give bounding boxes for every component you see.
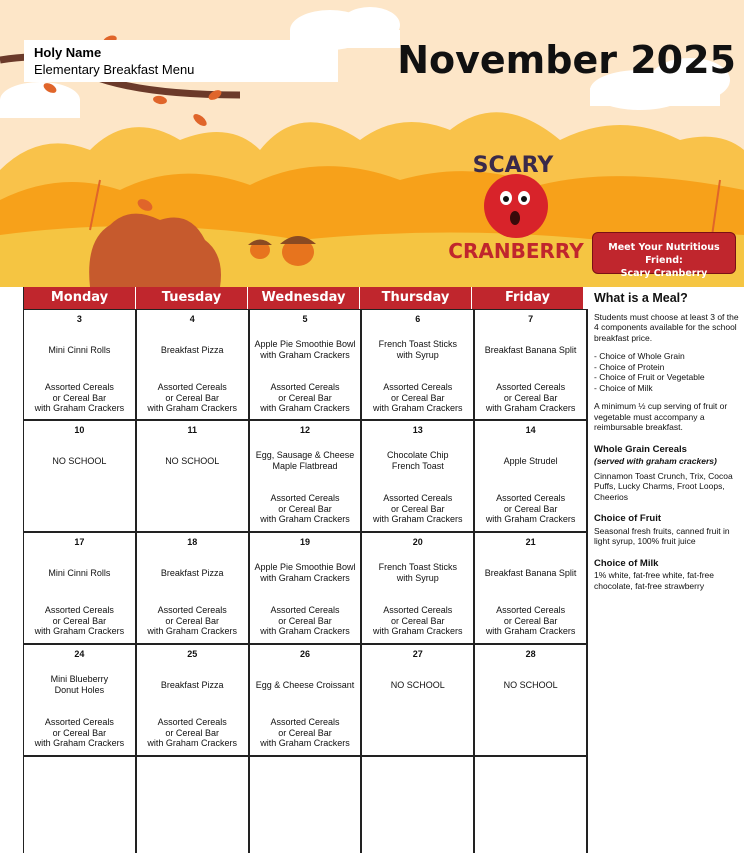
day-number: 25	[187, 649, 198, 659]
cranberry-mascot	[484, 174, 548, 238]
day-cell	[475, 421, 588, 531]
cereal-option	[137, 382, 248, 414]
cereal-option	[24, 605, 135, 637]
empty-day-cell	[362, 757, 475, 853]
cereal-line: Assorted Cereals	[270, 717, 340, 727]
milk-heading: Choice of Milk	[594, 557, 659, 569]
day-number: 24	[74, 649, 85, 659]
cereal-line: or Cereal Bar	[503, 615, 558, 626]
autumn-banner	[0, 0, 744, 287]
entree-text	[139, 332, 246, 368]
cereal-line: Assorted Cereals	[44, 717, 114, 727]
day-number: 4	[189, 314, 195, 324]
cereal-line: with Graham Crackers	[485, 514, 576, 524]
entree-text	[477, 332, 584, 368]
cereals-heading: Whole Grain Cereals	[594, 443, 687, 455]
entree-text	[252, 332, 359, 368]
cereal-line: with Graham Crackers	[260, 626, 350, 636]
day-cell	[475, 533, 588, 643]
entree-text	[252, 667, 359, 703]
cereals-list: Cinnamon Toast Crunch, Trix, Cocoa Puffs, Lucky Charms, Froot Loops, Cheerios	[594, 470, 733, 502]
fruit-requirement-note: A minimum ½ cup serving of fruit or vegetable must accompany a reimbursable breakfast.	[594, 401, 728, 432]
cereal-line: with Graham Crackers	[34, 403, 125, 413]
cereal-line: with Graham Crackers	[485, 403, 576, 413]
day-cell	[137, 421, 250, 531]
weekday-header: Friday	[472, 287, 584, 309]
cereal-line: with Graham Crackers	[260, 738, 350, 748]
entree-label: NO SCHOOL	[503, 679, 558, 690]
day-number: 19	[299, 537, 310, 547]
day-number: 5	[302, 314, 308, 324]
cereal-line: or Cereal Bar	[52, 727, 107, 738]
nutritious-friend-badge	[592, 232, 736, 279]
cereal-line: with Graham Crackers	[373, 626, 463, 636]
week-row	[24, 309, 588, 421]
week-row	[24, 645, 588, 757]
list-item: - Choice of Fruit or Vegetable	[594, 372, 705, 382]
sidebar-intro: Students must choose at least 3 of the 4 components available for the school breakfast price.	[594, 311, 739, 343]
cereal-line: with Graham Crackers	[34, 626, 125, 636]
friend-line-1: Meet Your Nutritious Friend:	[608, 242, 720, 266]
day-cell	[475, 310, 588, 419]
day-number: 10	[74, 425, 85, 435]
menu-title: Elementary Breakfast Menu	[34, 62, 195, 77]
month-title: November 2025	[397, 38, 736, 82]
cereal-line: with Graham Crackers	[147, 403, 237, 413]
cereal-line: Assorted Cereals	[496, 493, 566, 503]
entree-label: Breakfast Banana Split	[484, 344, 577, 355]
cereal-line: Assorted Cereals	[270, 493, 340, 503]
entree-text	[139, 443, 246, 479]
day-cell	[475, 645, 588, 755]
day-number: 28	[525, 649, 536, 659]
entree-text	[26, 667, 133, 703]
entree-text	[26, 555, 133, 591]
cereal-line: or Cereal Bar	[278, 727, 332, 738]
day-cell	[250, 310, 363, 419]
school-info-box	[24, 40, 338, 82]
entree-text	[364, 667, 471, 703]
meal-info-sidebar	[594, 293, 740, 591]
entree-label: Egg & Cheese Croissant	[255, 679, 355, 690]
cereal-option	[250, 493, 361, 525]
cereal-line: Assorted Cereals	[157, 382, 227, 392]
day-cell	[137, 310, 250, 419]
day-number: 17	[74, 537, 85, 547]
entree-label: Apple Pie Smoothie Bowl with Graham Crackers	[254, 339, 356, 360]
list-item: - Choice of Milk	[594, 382, 653, 393]
empty-day-cell	[250, 757, 363, 853]
cereal-line: or Cereal Bar	[391, 615, 445, 626]
empty-day-cell	[137, 757, 250, 853]
day-cell	[24, 310, 137, 419]
cereal-line: or Cereal Bar	[391, 392, 445, 403]
fruit-list: Seasonal fresh fruits, canned fruit in light syrup, 100% fruit juice	[594, 525, 730, 546]
entree-label: Mini Cinni Rolls	[48, 567, 111, 578]
cereal-option	[24, 717, 135, 749]
entree-text	[364, 332, 471, 368]
cereal-option	[24, 382, 135, 414]
entree-label: French Toast Sticks with Syrup	[378, 562, 457, 583]
day-number: 14	[525, 425, 536, 435]
day-number: 20	[412, 537, 423, 547]
school-name: Holy Name	[34, 45, 102, 60]
cereals-subheading: (served with graham crackers)	[594, 456, 717, 466]
day-cell	[362, 533, 475, 643]
day-cell	[137, 645, 250, 755]
day-number: 12	[299, 425, 310, 435]
day-cell	[362, 421, 475, 531]
cereal-line: Assorted Cereals	[383, 605, 453, 615]
cereal-option	[362, 493, 473, 525]
day-cell	[24, 533, 137, 643]
cereal-line: with Graham Crackers	[147, 738, 237, 748]
entree-label: NO SCHOOL	[165, 455, 220, 466]
day-cell	[250, 645, 363, 755]
day-cell	[362, 310, 475, 419]
cereal-line: Assorted Cereals	[157, 605, 227, 615]
day-cell	[24, 421, 137, 531]
entree-label: Mini Cinni Rolls	[48, 344, 111, 355]
entree-text	[139, 667, 246, 703]
day-cell	[137, 533, 250, 643]
entree-text	[477, 555, 584, 591]
day-cell	[250, 533, 363, 643]
cereal-option	[137, 717, 248, 749]
cereal-line: or Cereal Bar	[278, 615, 332, 626]
entree-label: Apple Strudel	[503, 455, 558, 466]
entree-text	[26, 443, 133, 479]
cereal-option	[250, 717, 361, 749]
entree-label: Apple Pie Smoothie Bowl with Graham Crackers	[254, 562, 356, 583]
cereal-line: or Cereal Bar	[503, 392, 558, 403]
cereal-line: with Graham Crackers	[373, 514, 463, 524]
entree-text	[139, 555, 246, 591]
day-number: 26	[299, 649, 310, 659]
entree-label: Chocolate Chip French Toast	[387, 450, 449, 471]
entree-label: Breakfast Pizza	[160, 679, 224, 690]
day-number: 13	[412, 425, 423, 435]
entree-label: French Toast Sticks with Syrup	[378, 339, 457, 360]
cereal-line: with Graham Crackers	[485, 626, 576, 636]
fruit-heading: Choice of Fruit	[594, 513, 662, 524]
day-number: 7	[528, 314, 534, 324]
cereal-line: or Cereal Bar	[503, 503, 558, 514]
entree-text	[252, 443, 359, 479]
cereal-option	[250, 382, 361, 414]
day-number: 6	[415, 314, 421, 324]
menu-calendar-grid	[23, 287, 588, 853]
weekday-header: Thursday	[360, 287, 472, 309]
entree-label: Egg, Sausage & Cheese Maple Flatbread	[255, 450, 355, 471]
entree-label: NO SCHOOL	[390, 679, 445, 690]
entree-text	[477, 443, 584, 479]
cereal-line: Assorted Cereals	[44, 605, 114, 615]
cereal-line: or Cereal Bar	[52, 615, 107, 626]
entree-label: Mini Blueberry Donut Holes	[50, 674, 109, 695]
cereal-option	[475, 605, 586, 637]
cereal-line: Assorted Cereals	[383, 382, 453, 392]
empty-day-cell	[24, 757, 137, 853]
entree-label: Breakfast Pizza	[160, 344, 224, 355]
cereal-line: Assorted Cereals	[270, 382, 340, 392]
weekday-header: Tuesday	[136, 287, 248, 309]
cereal-line: or Cereal Bar	[165, 727, 219, 738]
cereal-line: or Cereal Bar	[165, 392, 219, 403]
cereal-line: with Graham Crackers	[147, 626, 237, 636]
entree-label: NO SCHOOL	[52, 455, 107, 466]
cereal-line: Assorted Cereals	[496, 382, 566, 392]
cereal-option	[475, 493, 586, 525]
cereal-option	[475, 382, 586, 414]
cereal-line: Assorted Cereals	[44, 382, 114, 392]
weekday-header: Wednesday	[248, 287, 360, 309]
cereal-line: Assorted Cereals	[157, 717, 227, 727]
cereal-option	[137, 605, 248, 637]
cereal-line: with Graham Crackers	[34, 738, 125, 748]
sidebar-title: What is a Meal?	[594, 291, 688, 305]
day-number: 3	[76, 314, 82, 324]
empty-day-cell	[475, 757, 588, 853]
cereal-line: or Cereal Bar	[278, 503, 332, 514]
entree-text	[477, 667, 584, 703]
week-row	[24, 421, 588, 533]
cereal-line: or Cereal Bar	[165, 615, 219, 626]
day-cell	[24, 645, 137, 755]
cereal-line: or Cereal Bar	[52, 392, 107, 403]
day-number: 27	[412, 649, 423, 659]
entree-text	[364, 555, 471, 591]
meal-components-list	[594, 351, 740, 393]
weekday-header-row	[24, 287, 588, 309]
day-number: 18	[187, 537, 198, 547]
empty-week-row	[24, 757, 588, 853]
svg-text:SCARY: SCARY	[472, 153, 554, 178]
list-item: - Choice of Protein	[594, 361, 665, 372]
cereal-option	[362, 605, 473, 637]
cereal-line: with Graham Crackers	[373, 403, 463, 413]
day-cell	[250, 421, 363, 531]
entree-text	[364, 443, 471, 479]
cereal-line: Assorted Cereals	[270, 605, 340, 615]
entree-label: Breakfast Banana Split	[484, 567, 577, 578]
svg-text:CRANBERRY: CRANBERRY	[448, 239, 584, 263]
day-number: 11	[187, 425, 197, 435]
entree-text	[26, 332, 133, 368]
cereal-line: Assorted Cereals	[496, 605, 566, 615]
week-row	[24, 533, 588, 645]
day-cell	[362, 645, 475, 755]
list-item: - Choice of Whole Grain	[594, 351, 685, 361]
day-number: 21	[525, 537, 536, 547]
cereal-line: with Graham Crackers	[260, 514, 350, 524]
cereal-line: Assorted Cereals	[383, 493, 453, 503]
friend-line-2: Scary Cranberry	[620, 268, 708, 279]
cereal-option	[250, 605, 361, 637]
cereal-line: or Cereal Bar	[391, 503, 445, 514]
milk-list: 1% white, fat-free white, fat-free chocolate, fat-free strawberry	[594, 570, 714, 591]
cereal-option	[362, 382, 473, 414]
cereal-line: or Cereal Bar	[278, 392, 332, 403]
cereal-line: with Graham Crackers	[260, 403, 350, 413]
entree-label: Breakfast Pizza	[160, 567, 224, 578]
weekday-header: Monday	[24, 287, 136, 309]
entree-text	[252, 555, 359, 591]
